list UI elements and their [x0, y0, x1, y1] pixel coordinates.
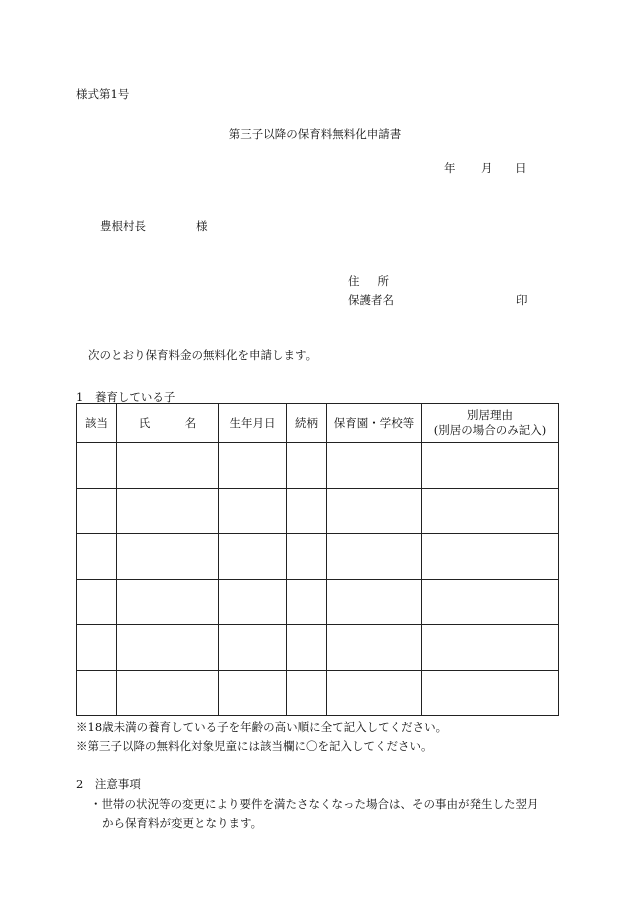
header-separate-reason-label: 別居理由 — [467, 408, 513, 422]
cell-separate-reason[interactable] — [422, 488, 559, 534]
cell-school[interactable] — [327, 488, 422, 534]
intro-text: 次のとおり保育料金の無料化を申請します。 — [88, 348, 318, 362]
section2-title: 2 注意事項 — [76, 777, 141, 791]
table-note-1: ※18歳未満の養育している子を年齢の高い順に全て記入してください。 — [76, 720, 448, 734]
header-birthdate: 生年月日 — [219, 404, 287, 443]
cell-school[interactable] — [327, 534, 422, 580]
header-school: 保育園・学校等 — [327, 404, 422, 443]
cell-relevant[interactable] — [77, 443, 117, 489]
cell-relationship[interactable] — [287, 670, 327, 716]
header-name: 氏 名 — [117, 404, 219, 443]
cell-relevant[interactable] — [77, 534, 117, 580]
addressee-honorific: 様 — [196, 219, 208, 233]
header-separate-reason-note: (別居の場合のみ記入) — [433, 423, 547, 437]
seal-label: 印 — [516, 293, 528, 307]
cell-relationship[interactable] — [287, 579, 327, 625]
cell-name[interactable] — [117, 534, 219, 580]
cell-relationship[interactable] — [287, 488, 327, 534]
header-relationship: 続柄 — [287, 404, 327, 443]
address-label: 住所 — [348, 274, 407, 288]
cell-separate-reason[interactable] — [422, 625, 559, 671]
section1-title: 1 養育している子 — [76, 390, 176, 404]
cell-birthdate[interactable] — [219, 534, 287, 580]
cell-relevant[interactable] — [77, 670, 117, 716]
cell-separate-reason[interactable] — [422, 579, 559, 625]
cell-name[interactable] — [117, 488, 219, 534]
cell-school[interactable] — [327, 625, 422, 671]
cell-school[interactable] — [327, 670, 422, 716]
page-title: 第三子以降の保育料無料化申請書 — [228, 127, 402, 141]
date-month-label: 月 — [481, 161, 493, 175]
table-row — [77, 579, 559, 625]
guardian-name-label: 保護者名 — [348, 293, 394, 307]
table-row — [77, 534, 559, 580]
caution-item-continued: から保育料が変更となります。 — [102, 816, 263, 830]
cell-separate-reason[interactable] — [422, 443, 559, 489]
form-number: 様式第1号 — [76, 87, 130, 101]
cell-birthdate[interactable] — [219, 443, 287, 489]
date-year-label: 年 — [444, 161, 456, 175]
cell-school[interactable] — [327, 579, 422, 625]
cell-relationship[interactable] — [287, 443, 327, 489]
cell-relevant[interactable] — [77, 488, 117, 534]
cell-birthdate[interactable] — [219, 670, 287, 716]
cell-name[interactable] — [117, 443, 219, 489]
date-day-label: 日 — [515, 161, 527, 175]
cell-birthdate[interactable] — [219, 579, 287, 625]
table-row — [77, 488, 559, 534]
header-relevant: 該当 — [77, 404, 117, 443]
addressee-name: 豊根村長 — [100, 219, 146, 233]
cell-school[interactable] — [327, 443, 422, 489]
table-row — [77, 443, 559, 489]
cell-relevant[interactable] — [77, 625, 117, 671]
cell-separate-reason[interactable] — [422, 670, 559, 716]
cell-relationship[interactable] — [287, 534, 327, 580]
cell-name[interactable] — [117, 670, 219, 716]
table-note-2: ※第三子以降の無料化対象児童には該当欄に〇を記入してください。 — [76, 739, 433, 753]
header-separate-reason — [422, 404, 559, 443]
cell-name[interactable] — [117, 625, 219, 671]
children-table — [76, 403, 559, 716]
table-row — [77, 625, 559, 671]
table-header-row — [77, 404, 559, 443]
cell-relevant[interactable] — [77, 579, 117, 625]
cell-birthdate[interactable] — [219, 488, 287, 534]
cell-birthdate[interactable] — [219, 625, 287, 671]
cell-name[interactable] — [117, 579, 219, 625]
table-row — [77, 670, 559, 716]
cell-separate-reason[interactable] — [422, 534, 559, 580]
cell-relationship[interactable] — [287, 625, 327, 671]
caution-item: ・世帯の状況等の変更により要件を満たさなくなった場合は、その事由が発生した翌月 — [90, 797, 539, 811]
